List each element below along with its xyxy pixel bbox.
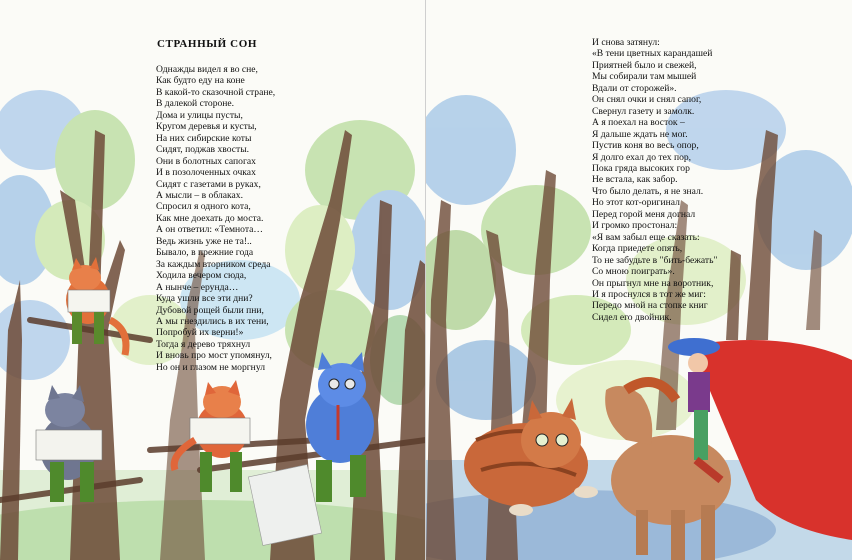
poem-title: СТРАННЫЙ СОН (157, 38, 258, 50)
poem-line: На них сибирские коты (156, 132, 252, 144)
poem-line: Как мне доехать до моста. (156, 212, 264, 224)
poem-line: И снова затянул: (592, 37, 660, 48)
poem-line: А мы гнездились в их тени, (156, 315, 269, 327)
poem-line: Не встала, как забор. (592, 174, 678, 186)
poem-line: Сидят с газетами в руках, (156, 178, 261, 190)
poem-line: Свернул газету и замолк. (592, 105, 695, 117)
poem-line: Бывало, в прежние года (156, 247, 254, 259)
poem-line: Дубовой рощей были пни, (156, 304, 264, 316)
poem-line: Приятней было и свежей, (592, 59, 697, 71)
poem-line: За каждым вторником среда (156, 258, 271, 270)
poem-line: Тогда я дерево тряхнул (156, 338, 251, 350)
poem-line: Когда приедете опять, (592, 243, 683, 255)
poem-text-right (592, 37, 717, 323)
poem-line: А мысли – в облаках. (156, 189, 243, 201)
poem-text-left (156, 64, 275, 373)
poem-line: И я проснулся в тот же миг: (592, 288, 706, 300)
poem-line: «Я вам забыл еще сказать: (592, 231, 700, 243)
poem-line: Я дальше ждать не мог. (592, 128, 688, 140)
right-page (426, 0, 852, 560)
poem-line: Дома и улицы пусты, (156, 109, 243, 121)
poem-line: Я долго ехал до тех пор, (592, 151, 692, 163)
poem-line: Перед горой меня догнал (592, 208, 696, 220)
poem-line: Передо мной на стопке книг (592, 300, 708, 312)
poem-line: «В тени цветных карандашей (592, 48, 713, 60)
poem-line: Но он и глазом не моргнул (156, 361, 265, 373)
poem-line: А он ответил: «Темнота… (156, 224, 264, 236)
poem-line: То не забудьте в "бить-бежать" (592, 254, 718, 266)
poem-line: Однажды видел я во сне, (156, 64, 258, 75)
poem-line: И громко простонал: (592, 220, 678, 232)
poem-line: В какой-то сказочной стране, (156, 86, 276, 98)
poem-line: Мы собирали там мышей (592, 71, 697, 83)
poem-line: В далекой стороне. (156, 98, 235, 110)
poem-line: Он прыгнул мне на воротник, (592, 277, 714, 289)
poem-line: Куда ушли все эти дни? (156, 293, 253, 305)
poem-line: Спросил я одного кота, (156, 201, 251, 213)
poem-line: Сидел его двойник. (592, 311, 672, 323)
poem-line: Но этот кот-оригинал (592, 197, 680, 209)
poem-line: Что было делать, я не знал. (592, 185, 704, 197)
poem-line: Попробуй их верни!» (156, 327, 244, 339)
poem-line: Ходила вечером сюда, (156, 270, 247, 282)
poem-line: Вдали от сторожей». (592, 82, 677, 94)
poem-line: А я поехал на восток – (592, 117, 685, 129)
poem-line: Пустив коня во весь опор, (592, 140, 699, 152)
poem-line: Ведь жизнь уже не та!.. (156, 235, 252, 247)
poem-line: Как будто еду на коне (156, 75, 245, 87)
poem-line: Сидят, поджав хвосты. (156, 144, 250, 156)
poem-line: Пока гряда высоких гор (592, 162, 690, 174)
poem-line: Он снял очки и снял сапог, (592, 94, 702, 106)
poem-line: И вновь про мост упомянул, (156, 350, 272, 362)
poem-line: Они в болотных сапогах (156, 155, 256, 167)
poem-line: Со мною поиграть». (592, 266, 675, 278)
poem-line: И в позолоченных очках (156, 167, 256, 179)
poem-line: А нынче – ерунда… (156, 281, 239, 293)
poem-line: Кругом деревья и кусты, (156, 121, 257, 133)
